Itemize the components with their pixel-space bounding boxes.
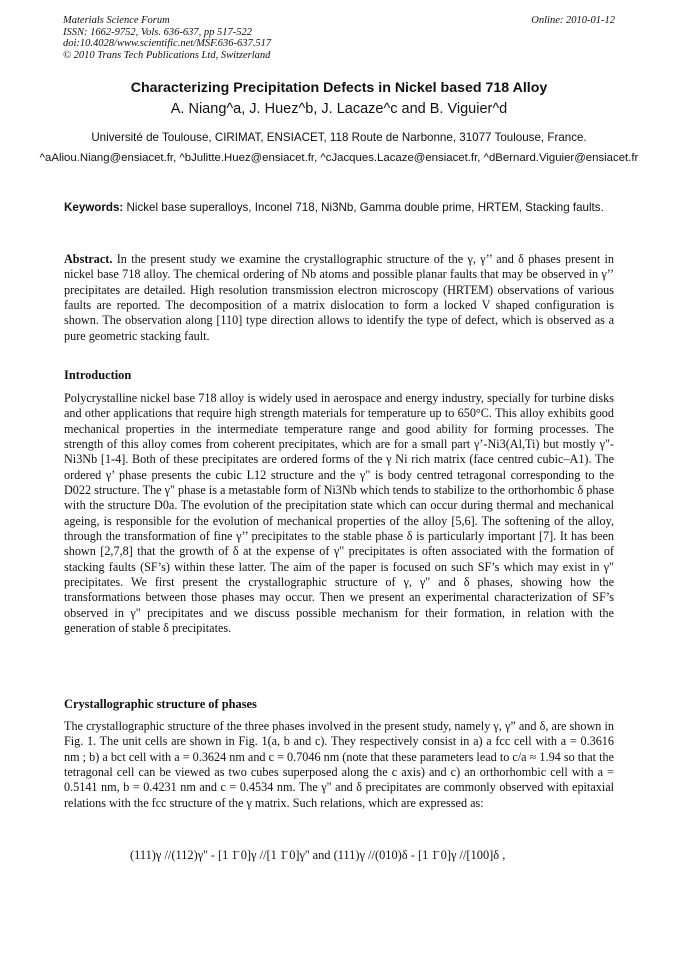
crystallographic-heading: Crystallographic structure of phases [64, 697, 257, 711]
author-list [0, 101, 678, 117]
journal-header [63, 15, 271, 61]
online-date: Online: 2010-01-12 [531, 15, 615, 26]
abstract [64, 252, 614, 344]
issn-line: ISSN: 1662-9752, Vols. 636-637, pp 517-522 [63, 26, 252, 38]
copyright-line: © 2010 Trans Tech Publications Ltd, Switzerland [63, 49, 271, 61]
journal-name: Materials Science Forum [63, 15, 170, 26]
affiliation: Université de Toulouse, CIRIMAT, ENSIACET, 118 Route de Narbonne, 31077 Toulouse, France. [91, 131, 587, 144]
introduction-heading: Introduction [64, 368, 132, 382]
keywords-text: Nickel base superalloys, Inconel 718, Ni3Nb, Gamma double prime, HRTEM, Stacking faults. [126, 201, 604, 214]
introduction-body: Polycrystalline nickel base 718 alloy is widely used in aerospace and energy industry, specially for turbine disks and other applications that require high strength materials for temperature up to 650°C. This alloy exhibits good mechanical properties in the intermediate temperature range and good ability for forming processes. The strength of this alloy comes from coherent precipitates, which are for a small part γ’-Ni3(Al,Ti) but mostly γ"-Ni3Nb [1-4]. Both of these precipitates are ordered forms of the γ Ni rich matrix (face centred cubic–A1). The ordered γ’ phase presents the cubic L12 structure and the γ" is body centred tetragonal corresponding to the D022 structure. The γ" phase is a metastable form of Ni3Nb which tends to stabilize to the orthorhombic δ phase with the structure D0a. The evolution of the precipitation state which can occur during thermal and mechanical ageing, is responsible for the evolution of mechanical properties of the alloy [5,6]. The softening of the alloy, through the transformation of fine γ’’ precipitates to the stable phase δ is particularly important [7]. It has been shown [2,7,8] that the growth of δ at the expense of γ" precipitates is often associated with the formation of stacking faults (SF’s) within these latter. The aim of the paper is focused on such SF’s which may exist in γ" precipitates. We first present the crystallographic structure of γ, γ" and δ phases, showing how the transformations between those phases may occur. Then we present an experimental characterization of SF’s observed in γ" precipitates and we discuss possible mechanism for their formation, in relation with the generation of stable δ precipitates. [64, 391, 614, 636]
doi-line: doi:10.4028/www.scientific.net/MSF.636-637.517 [63, 38, 272, 50]
epitaxial-relation-equation: (111)γ //(112)γ'' - [1 1̄ 0]γ //[1 1̄ 0]γ'' and (111)γ //(010)δ - [1 1̄ 0]γ //[100]δ , [130, 848, 506, 862]
abstract-label: Abstract. [64, 252, 113, 266]
paper-title: Characterizing Precipitation Defects in Nickel based 718 Alloy [130, 80, 548, 96]
keywords [64, 200, 614, 216]
keywords-label: Keywords: [64, 201, 124, 214]
abstract-text: In the present study we examine the crystallographic structure of the γ, γ’’ and δ phases present in nickel base 718 alloy. The chemical ordering of Nb atoms and possible planar faults that may be observed in γ’’ precipitates are detailed. High resolution transmission electron microscopy (HRTEM) observations of various faults are reported. The decomposition of a matrix dislocation to form a locked V shaped configuration is shown. The observation along [110] type direction allows to identify the type of defect, which is observed as a pure geometric stacking fault. [64, 252, 614, 343]
authors-text: A. Niang^a, J. Huez^b, J. Lacaze^c and B. Viguier^d [170, 101, 508, 117]
author-emails [0, 151, 678, 167]
emails-text: ^aAliou.Niang@ensiacet.fr, ^bJulitte.Huez@ensiacet.fr, ^cJacques.Lacaze@ensiacet.fr, ^dBernard.Viguier@ensiacet.fr [39, 152, 639, 164]
crystallographic-body: The crystallographic structure of the three phases involved in the present study, namely γ, γ” and δ, are shown in Fig. 1. The unit cells are shown in Fig. 1(a, b and c). They respectively consist in a) a fcc cell with a = 0.3616 nm ; b) a bct cell with a = 0.3624 nm and c = 0.7046 nm (note that these parameters lead to c/a ≈ 1.94 so that the tetragonal cell can be viewed as two cubes superposed along the c axis) and c) an orthorhombic cell with a = 0.5141 nm, b = 0.4231 nm and c = 0.4534 nm. The γ" and δ precipitates are commonly observed with epitaxial relations with the fcc structure of the γ matrix. Such relations, which are expressed as: [64, 719, 614, 810]
